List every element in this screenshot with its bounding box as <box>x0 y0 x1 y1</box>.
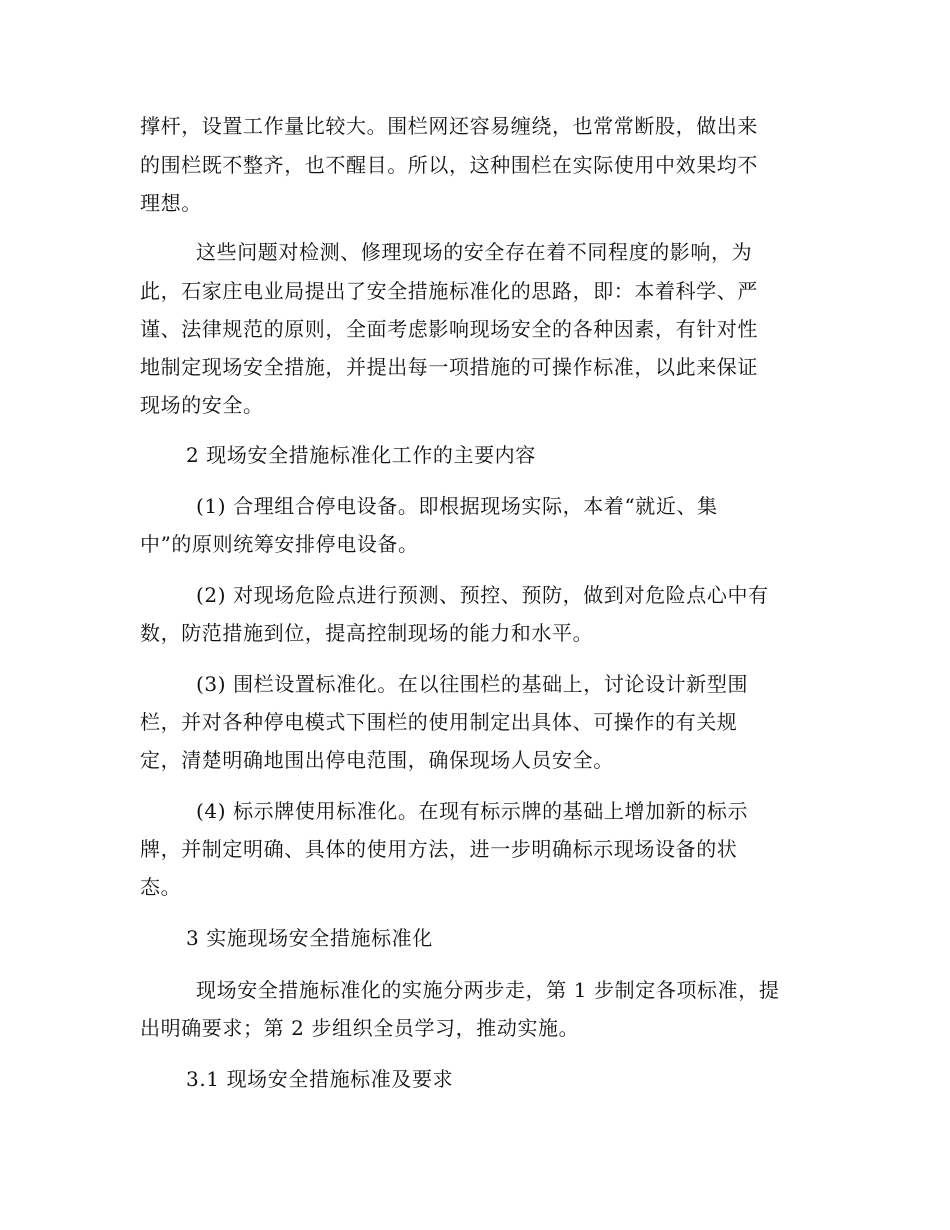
list-item-line: (3) 围栏设置标准化。在以往围栏的基础上，讨论设计新型围 <box>196 672 749 696</box>
list-item-line: 中”的原则统筹安排停电设备。 <box>140 532 419 556</box>
list-item-line: (4) 标示牌使用标准化。在现有标示牌的基础上增加新的标示 <box>196 799 749 823</box>
paragraph-line: 的围栏既不整齐，也不醒目。所以，这种围栏在实际使用中效果均不 <box>140 153 758 177</box>
paragraph-line: 理想。 <box>140 191 202 215</box>
section-heading: 2 现场安全措施标准化工作的主要内容 <box>186 443 536 467</box>
list-item-line: 牌，并制定明确、具体的使用方法，进一步明确标示现场设备的状 <box>140 837 738 861</box>
list-item-line: 定，清楚明确地围出停电范围，确保现场人员安全。 <box>140 748 614 772</box>
paragraph-line: 现场安全措施标准化的实施分两步走，第 1 步制定各项标准，提 <box>196 978 780 1002</box>
paragraph-line: 此，石家庄电业局提出了安全措施标准化的思路，即：本着科学、严 <box>140 279 758 303</box>
list-item-line: 栏，并对各种停电模式下围栏的使用制定出具体、可操作的有关规 <box>140 710 738 734</box>
list-item-line: 数，防范措施到位，提高控制现场的能力和水平。 <box>140 621 594 645</box>
paragraph-line: 谨、法律规范的原则，全面考虑影响现场安全的各种因素，有针对性 <box>140 317 758 341</box>
subsection-heading: 3.1 现场安全措施标准及要求 <box>186 1067 454 1091</box>
paragraph-line: 撑杆，设置工作量比较大。围栏网还容易缠绕，也常常断股，做出来 <box>140 114 758 138</box>
paragraph-line: 这些问题对检测、修理现场的安全存在着不同程度的影响，为 <box>196 240 753 264</box>
list-item-line: 态。 <box>140 875 182 899</box>
list-item-line: (2) 对现场危险点进行预测、预控、预防，做到对危险点心中有 <box>196 583 769 607</box>
section-heading: 3 实施现场安全措施标准化 <box>186 926 433 950</box>
paragraph-line: 出明确要求；第 2 步组织全员学习，推动实施。 <box>140 1016 580 1040</box>
paragraph-line: 地制定现场安全措施，并提出每一项措施的可操作标准，以此来保证 <box>140 355 758 379</box>
list-item-line: (1) 合理组合停电设备。即根据现场实际，本着“就近、集 <box>196 494 718 518</box>
paragraph-line: 现场的安全。 <box>140 393 264 417</box>
